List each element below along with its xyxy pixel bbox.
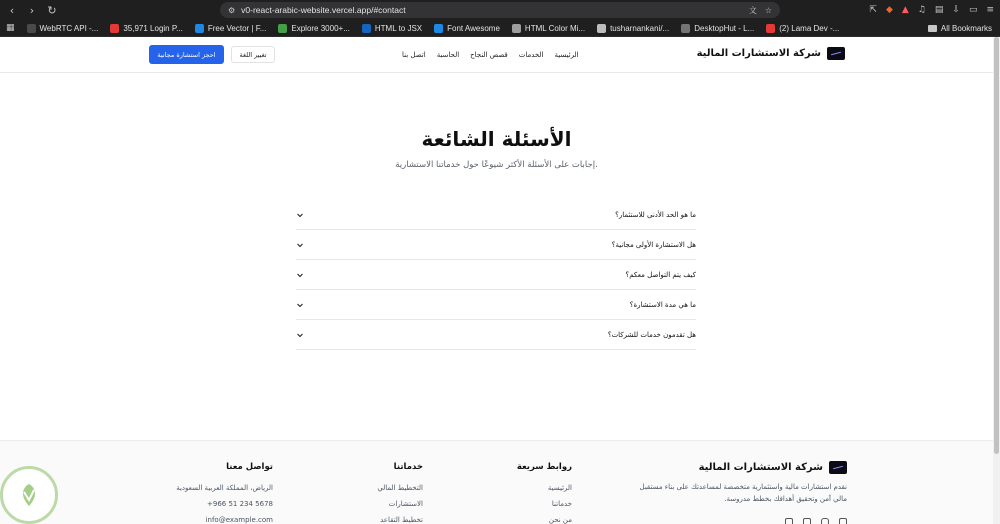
- address-url: v0-react-arabic-website.vercel.app/#contact: [241, 5, 406, 15]
- footer-services-title: خدماتنا: [393, 462, 423, 472]
- star-icon[interactable]: ☆: [764, 5, 772, 15]
- apps-grid-icon[interactable]: ▦: [6, 23, 15, 33]
- brave-shield-icon[interactable]: ◆: [885, 5, 893, 15]
- bookmark-label: Explore 3000+...: [291, 23, 350, 33]
- nav-link-contact[interactable]: اتصل بنا: [402, 51, 426, 59]
- faq-question: ما هي مدة الاستشارة؟: [629, 300, 696, 309]
- faq-question: هل تقدمون خدمات للشركات؟: [607, 330, 696, 339]
- watermark-logo-icon: [0, 466, 58, 524]
- footer-contact-title: تواصل معنا: [226, 462, 273, 472]
- chevron-down-icon: [296, 301, 304, 309]
- faq-item[interactable]: [296, 230, 696, 260]
- bookmark-label: 35,971 Login P...: [123, 23, 183, 33]
- sidebar-icon[interactable]: ▤: [934, 5, 944, 15]
- bookmark-item[interactable]: [681, 24, 754, 33]
- main-nav: [402, 51, 579, 59]
- reload-icon[interactable]: ↻: [47, 3, 57, 17]
- footer-link-home[interactable]: الرئيسية: [547, 484, 572, 492]
- footer-contact-phone[interactable]: +966 51 234 5678: [207, 500, 273, 508]
- bookmark-label: HTML Color Mi...: [524, 23, 586, 33]
- share-icon[interactable]: ⇱: [869, 5, 877, 15]
- address-bar[interactable]: [220, 2, 780, 18]
- folder-icon: [928, 25, 937, 32]
- bookmark-item[interactable]: [27, 24, 99, 33]
- bookmark-item[interactable]: [278, 24, 349, 33]
- twitter-icon[interactable]: [803, 518, 811, 524]
- faq-question: كيف يتم التواصل معكم؟: [625, 270, 696, 279]
- forward-icon[interactable]: ›: [29, 3, 35, 17]
- translate-icon[interactable]: 文: [748, 5, 757, 15]
- bookmark-favicon-icon: [195, 24, 204, 33]
- bookmark-label: tusharnankani/...: [610, 23, 670, 33]
- footer-logo-icon: [829, 461, 847, 474]
- facebook-icon[interactable]: [785, 518, 793, 524]
- footer-link-about[interactable]: من نحن: [548, 516, 572, 524]
- bookmark-item[interactable]: [110, 24, 182, 33]
- all-bookmarks[interactable]: [928, 20, 992, 37]
- bookmark-favicon-icon: [110, 24, 119, 33]
- brand-logo-icon: [827, 47, 845, 60]
- footer-brand: [699, 461, 847, 474]
- bookmark-label: DesktopHut - L...: [694, 23, 755, 33]
- footer-contact-email[interactable]: info@example.com: [205, 516, 273, 524]
- faq-question: ما هو الحد الأدنى للاستثمار؟: [615, 210, 696, 219]
- nav-link-calculator[interactable]: الحاسبة: [436, 51, 460, 59]
- nav-link-home[interactable]: الرئيسية: [554, 51, 579, 59]
- faq-title: الأسئلة الشائعة: [421, 127, 572, 151]
- bookmark-label: Font Awesome: [447, 23, 500, 33]
- bookmark-favicon-icon: [434, 24, 443, 33]
- faq-question: هل الاستشارة الأولى مجانية؟: [611, 240, 696, 249]
- site-footer: [0, 440, 993, 524]
- footer-contact-address: الرياض، المملكة العربية السعودية: [176, 484, 273, 492]
- change-language-button[interactable]: تغيير اللغة: [231, 46, 275, 63]
- chevron-down-icon: [296, 331, 304, 339]
- faq-list: [296, 200, 696, 350]
- bookmark-item[interactable]: [597, 24, 669, 33]
- menu-icon[interactable]: ≡: [986, 5, 994, 15]
- bookmark-favicon-icon: [681, 24, 690, 33]
- faq-item[interactable]: [296, 260, 696, 290]
- nav-link-success-stories[interactable]: قصص النجاح: [470, 51, 508, 59]
- bookmark-item[interactable]: [766, 24, 839, 33]
- book-consultation-button[interactable]: احجز استشارة مجانية: [149, 45, 224, 64]
- bookmark-label: WebRTC API -...: [39, 23, 99, 33]
- footer-contact: [176, 462, 273, 524]
- wallet-icon[interactable]: ▭: [968, 5, 978, 15]
- faq-item[interactable]: [296, 320, 696, 350]
- bookmark-favicon-icon: [27, 24, 36, 33]
- faq-item[interactable]: [296, 200, 696, 230]
- download-icon[interactable]: ⇩: [952, 5, 960, 15]
- social-links: [785, 518, 847, 524]
- bookmark-item[interactable]: [512, 24, 585, 33]
- page: [0, 37, 993, 524]
- footer-service-retirement[interactable]: تخطيط التقاعد: [380, 516, 423, 524]
- footer-quick-links-title: روابط سريعة: [516, 462, 572, 472]
- footer-description: نقدم استشارات مالية واستثمارية متخصصة لمساعدتك على بناء مستقبل مالي آمن وتحقيق أهدافك بخطط مدروسة.: [639, 483, 847, 503]
- bookmark-label: (2) Lama Dev -...: [779, 23, 840, 33]
- chevron-down-icon: [296, 241, 304, 249]
- bookmark-favicon-icon: [278, 24, 287, 33]
- site-info-icon[interactable]: ⚙: [228, 5, 236, 15]
- all-bookmarks-label: All Bookmarks: [940, 24, 992, 33]
- faq-item[interactable]: [296, 290, 696, 320]
- brand-name: شركة الاستشارات المالية: [696, 48, 821, 59]
- chevron-down-icon: [296, 211, 304, 219]
- scrollbar[interactable]: [993, 37, 1000, 524]
- browser-toolbar: [0, 0, 1000, 20]
- footer-service-consulting[interactable]: الاستشارات: [388, 500, 423, 508]
- rewards-icon[interactable]: ▲: [901, 5, 909, 15]
- bookmark-item[interactable]: [362, 24, 422, 33]
- footer-brand-name: شركة الاستشارات المالية: [698, 462, 823, 473]
- scrollbar-thumb[interactable]: [994, 37, 999, 454]
- footer-link-services[interactable]: خدماتنا: [551, 500, 572, 508]
- bookmark-favicon-icon: [362, 24, 371, 33]
- bookmark-item[interactable]: [195, 24, 267, 33]
- brand[interactable]: [697, 47, 845, 60]
- chevron-down-icon: [296, 271, 304, 279]
- bookmark-favicon-icon: [597, 24, 606, 33]
- footer-service-planning[interactable]: التخطيط المالي: [377, 484, 423, 492]
- bookmark-label: HTML to JSX: [374, 23, 423, 33]
- bookmark-label: Free Vector | F...: [207, 23, 267, 33]
- bookmarks-bar: [0, 20, 1000, 37]
- linkedin-icon[interactable]: [839, 518, 847, 524]
- footer-quick-links: [517, 462, 572, 524]
- instagram-icon[interactable]: [821, 518, 829, 524]
- bookmark-item[interactable]: [434, 24, 500, 33]
- bookmark-favicon-icon: [766, 24, 775, 33]
- back-icon[interactable]: ‹: [9, 3, 15, 17]
- faq-subtitle: إجابات على الأسئلة الأكثر شيوعًا حول خدماتنا الاستشارية.: [395, 160, 598, 170]
- nav-link-services[interactable]: الخدمات: [518, 51, 544, 59]
- site-header: [0, 37, 993, 73]
- music-icon[interactable]: ♫: [917, 5, 926, 15]
- footer-services: [377, 462, 423, 524]
- bookmark-favicon-icon: [512, 24, 521, 33]
